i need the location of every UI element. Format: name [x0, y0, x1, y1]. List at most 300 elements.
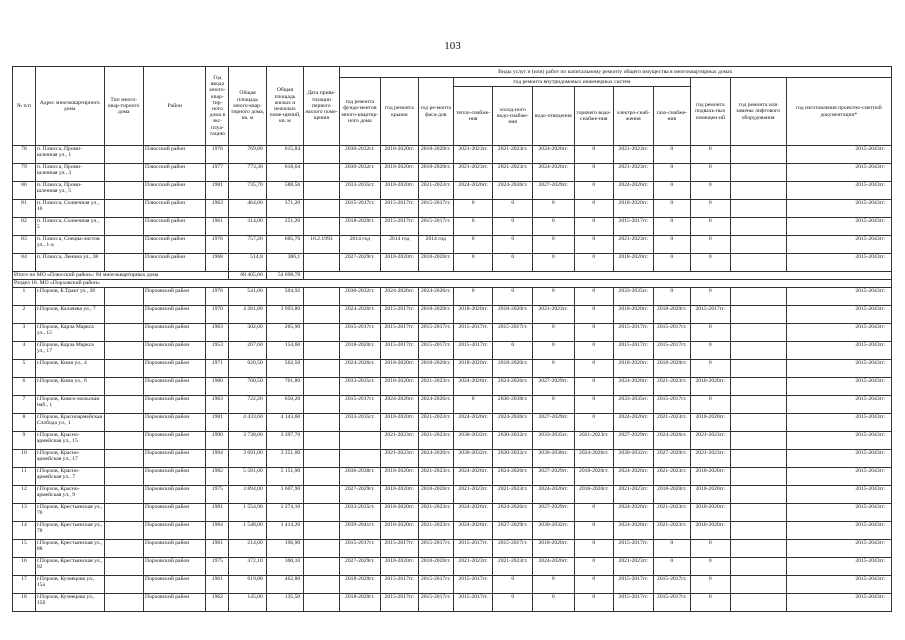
cell-electric: 2015-2017гг.: [614, 540, 654, 558]
cell-living-area: 4 143,60: [266, 414, 303, 432]
cell-num: 6: [13, 378, 36, 396]
cell-privatization: [304, 540, 339, 558]
cell-privatization: [304, 468, 339, 486]
header-sewer: водо-отведения: [532, 87, 574, 146]
cell-docs: 2015-2043гг.: [786, 540, 891, 558]
cell-num: 81: [13, 200, 36, 218]
cell-heating: 2015-2017гг.: [453, 540, 493, 558]
cell-roof: 2018-2020гг.: [381, 146, 418, 164]
cell-docs: 2015-2043гг.: [786, 378, 891, 396]
table-row: [13, 182, 892, 200]
cell-gas: 2015-2017гг.: [653, 594, 690, 612]
header-total-area: Общая площадь много-квар-тирного дома, кв. м: [229, 67, 266, 146]
cell-gas: 0: [653, 164, 690, 182]
cell-facade: 2021-2023гг.: [418, 414, 453, 432]
cell-address: г.Порхов, Кузнецова ул., 15а: [35, 576, 104, 594]
cell-year: 1962: [206, 594, 229, 612]
cell-roof: 2015-2017гг.: [381, 342, 418, 360]
cell-district: Порховский район: [144, 486, 206, 504]
cell-district: Порховский район: [144, 324, 206, 342]
cell-electric: 2018-2020гг.: [614, 306, 654, 324]
cell-electric: 2015-2017гг.: [614, 594, 654, 612]
table-row: [13, 146, 892, 164]
cell-hot-water: 0: [574, 324, 614, 342]
header-basement: год ремонта подваль-ных помещен-ий: [691, 78, 731, 146]
cell-basement: 0: [691, 558, 731, 576]
cell-type: [104, 218, 144, 236]
cell-district: Порховский район: [144, 396, 206, 414]
cell-cold-water: 2024-2026гг.: [493, 378, 533, 396]
cell-living-area: 135,50: [266, 594, 303, 612]
header-year: Год ввода много-квар-тир-ного дома в экс-плуа-тацию: [206, 67, 229, 146]
cell-cold-water: 2021-2023гг.: [493, 558, 533, 576]
cell-hot-water: 0: [574, 360, 614, 378]
cell-district: Плюсский район: [144, 182, 206, 200]
cell-basement: 0: [691, 540, 731, 558]
cell-cold-water: 2015-2017гг.: [493, 324, 533, 342]
cell-living-area: 650,20: [266, 396, 303, 414]
cell-hot-water: 0: [574, 378, 614, 396]
cell-basement: 0: [691, 576, 731, 594]
cell-year: 1975: [206, 558, 229, 576]
summary-living-area: 54 698,78: [266, 272, 303, 280]
cell-cold-water: 2015-2017гг.: [493, 540, 533, 558]
cell-year: 1963: [206, 324, 229, 342]
cell-privatization: [304, 342, 339, 360]
cell-district: Порховский район: [144, 594, 206, 612]
cell-cold-water: 2021-2023гг.: [493, 146, 533, 164]
cell-type: [104, 540, 144, 558]
table-row: [13, 450, 892, 468]
cell-electric: 2030-2032гг.: [614, 450, 654, 468]
cell-heating: 2021-2023гг.: [453, 558, 493, 576]
cell-living-area: 618,64: [266, 164, 303, 182]
cell-docs: 2015-2043гг.: [786, 182, 891, 200]
cell-type: [104, 324, 144, 342]
cell-basement: 2018-2020гг.: [691, 378, 731, 396]
table-row: [13, 468, 892, 486]
cell-docs: 2015-2043гг.: [786, 468, 891, 486]
cell-address: г.Порхов, Б.Тракт ул., 28: [35, 288, 104, 306]
cell-privatization: [304, 522, 339, 540]
cell-foundation: 2014 год: [339, 236, 381, 254]
cell-district: Плюсский район: [144, 254, 206, 272]
cell-privatization: [304, 306, 339, 324]
cell-living-area: 562,50: [266, 360, 303, 378]
cell-total-area: 1 548,00: [229, 522, 266, 540]
cell-type: [104, 450, 144, 468]
cell-cold-water: 0: [493, 236, 533, 254]
cell-hot-water: 0: [574, 504, 614, 522]
cell-type: [104, 558, 144, 576]
cell-cold-water: 2027-2029гг.: [493, 522, 533, 540]
cell-gas: 0: [653, 558, 690, 576]
cell-roof: 2018-2020гг.: [381, 254, 418, 272]
cell-facade: 2021-2023гг.: [418, 378, 453, 396]
cell-sewer: 0: [532, 236, 574, 254]
cell-type: [104, 486, 144, 504]
cell-foundation: 2033-2035гг.: [339, 182, 381, 200]
cell-privatization: [304, 576, 339, 594]
cell-privatization: [304, 288, 339, 306]
cell-hot-water: 0: [574, 182, 614, 200]
cell-basement: 0: [691, 146, 731, 164]
cell-privatization: [304, 414, 339, 432]
cell-foundation: 2015-2017гг.: [339, 540, 381, 558]
cell-total-area: 5 581,00: [229, 468, 266, 486]
cell-cold-water: 2030-2032гг.: [493, 450, 533, 468]
cell-district: Порховский район: [144, 450, 206, 468]
cell-type: [104, 146, 144, 164]
cell-heating: 2024-2026гг.: [453, 182, 493, 200]
table-row: [13, 236, 892, 254]
cell-num: 18: [13, 594, 36, 612]
cell-num: 5: [13, 360, 36, 378]
cell-sewer: 0: [532, 324, 574, 342]
cell-year: 1975: [206, 486, 229, 504]
cell-gas: 0: [653, 182, 690, 200]
cell-basement: 2021-2023гг.: [691, 432, 731, 450]
cell-elevator: [730, 450, 786, 468]
cell-sewer: 2024-2026гг.: [532, 164, 574, 182]
cell-docs: 2015-2043гг.: [786, 288, 891, 306]
cell-sewer: 2036-2038гг.: [532, 450, 574, 468]
cell-living-area: 605,76: [266, 236, 303, 254]
cell-district: Плюсский район: [144, 218, 206, 236]
cell-total-area: 757,20: [229, 236, 266, 254]
cell-basement: 0: [691, 324, 731, 342]
cell-hot-water: 0: [574, 540, 614, 558]
cell-type: [104, 306, 144, 324]
cell-roof: 2015-2017гг.: [381, 540, 418, 558]
cell-elevator: [730, 342, 786, 360]
table-row: [13, 540, 892, 558]
cell-hot-water: 0: [574, 236, 614, 254]
cell-heating: 2015-2017гг.: [453, 594, 493, 612]
cell-roof: 2018-2020гг.: [381, 414, 418, 432]
cell-elevator: [730, 486, 786, 504]
cell-type: [104, 468, 144, 486]
cell-gas: 2015-2017гг.: [653, 324, 690, 342]
cell-foundation: [339, 432, 381, 450]
cell-total-area: 619,80: [229, 576, 266, 594]
cell-total-area: 735,70: [229, 182, 266, 200]
cell-basement: 2015-2017гг.: [691, 306, 731, 324]
cell-living-area: 3 607,90: [266, 486, 303, 504]
cell-sewer: 2027-2029гг.: [532, 182, 574, 200]
cell-cold-water: 0: [493, 594, 533, 612]
cell-docs: 2015-2043гг.: [786, 342, 891, 360]
table-row: [13, 342, 892, 360]
cell-total-area: 4 433,60: [229, 414, 266, 432]
cell-elevator: [730, 414, 786, 432]
cell-privatization: [304, 254, 339, 272]
cell-num: 78: [13, 146, 36, 164]
cell-year: 1982: [206, 468, 229, 486]
cell-basement: 2018-2020гг.: [691, 414, 731, 432]
cell-total-area: 3 894,00: [229, 486, 266, 504]
cell-address: г.Порхов, Крестьянская ул., 88: [35, 540, 104, 558]
header-hot-water: горячего водо-снабже-ния: [574, 87, 614, 146]
cell-privatization: [304, 486, 339, 504]
cell-roof: 2018-2020гг.: [381, 504, 418, 522]
cell-privatization: [304, 504, 339, 522]
cell-sewer: 0: [532, 218, 574, 236]
cell-basement: 0: [691, 164, 731, 182]
cell-roof: 2018-2020гг.: [381, 558, 418, 576]
table-row: [13, 396, 892, 414]
cell-num: 9: [13, 432, 36, 450]
cell-address: п. Плюсса, Солнечная ул., 5: [35, 218, 104, 236]
cell-sewer: 0: [532, 254, 574, 272]
repair-schedule-table-wrap: [12, 66, 892, 612]
cell-type: [104, 254, 144, 272]
cell-facade: 2024-2026гг.: [418, 396, 453, 414]
cell-sewer: 0: [532, 360, 574, 378]
cell-living-area: 371,20: [266, 200, 303, 218]
cell-num: 80: [13, 182, 36, 200]
cell-foundation: 2024-2026гг.: [339, 360, 381, 378]
cell-num: 7: [13, 396, 36, 414]
cell-district: Порховский район: [144, 414, 206, 432]
cell-heating: 2024-2026гг.: [453, 504, 493, 522]
cell-cold-water: 0: [493, 200, 533, 218]
cell-district: Порховский район: [144, 504, 206, 522]
cell-address: п. Плюсса, Солнечная ул., 16: [35, 200, 104, 218]
cell-docs: 2015-2043гг.: [786, 414, 891, 432]
cell-address: г.Порхов, Карла Маркса ул., 17: [35, 342, 104, 360]
header-cold-water: холод-ного водо-снабже-ния: [493, 87, 533, 146]
cell-num: 13: [13, 504, 36, 522]
cell-basement: 0: [691, 236, 731, 254]
cell-cold-water: 2030-2032гг.: [493, 432, 533, 450]
cell-docs: 2015-2043гг.: [786, 522, 891, 540]
cell-cold-water: 2018-2020гг.: [493, 360, 533, 378]
header-gas: газо-снабже-ния: [653, 87, 690, 146]
table-row: [13, 254, 892, 272]
cell-heating: 0: [453, 200, 493, 218]
cell-elevator: [730, 522, 786, 540]
table-body-plyussa: [13, 146, 892, 272]
cell-sewer: 0: [532, 576, 574, 594]
cell-elevator: [730, 182, 786, 200]
cell-foundation: 2030-2032гг.: [339, 146, 381, 164]
table-row: [13, 306, 892, 324]
cell-privatization: [304, 200, 339, 218]
cell-foundation: 2015-2017гг.: [339, 200, 381, 218]
table-body-porkhov: [13, 288, 892, 612]
cell-roof: 2024-2026гг.: [381, 396, 418, 414]
cell-hot-water: 0: [574, 522, 614, 540]
cell-hot-water: 0: [574, 396, 614, 414]
cell-electric: 2033-2035гг.: [614, 396, 654, 414]
cell-district: Порховский район: [144, 306, 206, 324]
cell-hot-water: 0: [574, 306, 614, 324]
cell-hot-water: 0: [574, 594, 614, 612]
cell-cold-water: 2021-2023гг.: [493, 486, 533, 504]
cell-facade: 2018-2020гг.: [418, 146, 453, 164]
cell-roof: 2018-2020гг.: [381, 468, 418, 486]
cell-heating: 2024-2026гг.: [453, 378, 493, 396]
cell-num: 12: [13, 486, 36, 504]
cell-hot-water: 0: [574, 558, 614, 576]
cell-docs: 2015-2043гг.: [786, 432, 891, 450]
cell-cold-water: 0: [493, 576, 533, 594]
cell-living-area: 5 151,90: [266, 468, 303, 486]
cell-docs: 2015-2043гг.: [786, 486, 891, 504]
cell-type: [104, 288, 144, 306]
cell-privatization: [304, 182, 339, 200]
cell-living-area: 386,1: [266, 254, 303, 272]
cell-type: [104, 182, 144, 200]
cell-cold-water: 2036-2038гг.: [493, 396, 533, 414]
header-privatization: Дата прива-тизации первого жилого поме-щения: [304, 67, 339, 146]
cell-total-area: 514,8: [229, 254, 266, 272]
cell-basement: 0: [691, 360, 731, 378]
cell-num: 79: [13, 164, 36, 182]
cell-gas: 2021-2023гг.: [653, 522, 690, 540]
cell-electric: 2024-2026гг.: [614, 468, 654, 486]
cell-cold-water: 2024-2026гг.: [493, 414, 533, 432]
cell-gas: 0: [653, 200, 690, 218]
cell-elevator: [730, 594, 786, 612]
cell-foundation: 2027-2029гг.: [339, 558, 381, 576]
cell-facade: 2021-2023гг.: [418, 432, 453, 450]
cell-elevator: [730, 576, 786, 594]
cell-facade: 2015-2017гг.: [418, 540, 453, 558]
cell-roof: 2015-2017гг.: [381, 576, 418, 594]
cell-num: 84: [13, 254, 36, 272]
cell-year: 1994: [206, 450, 229, 468]
cell-basement: 2018-2020гг.: [691, 504, 731, 522]
cell-docs: 2015-2043гг.: [786, 450, 891, 468]
cell-gas: 0: [653, 288, 690, 306]
cell-year: 1990: [206, 432, 229, 450]
cell-num: 10: [13, 450, 36, 468]
cell-facade: 2024-2026гг.: [418, 450, 453, 468]
header-district: Район: [144, 67, 206, 146]
cell-facade: 2015-2017гг.: [418, 576, 453, 594]
cell-basement: 0: [691, 182, 731, 200]
cell-address: г.Порхов, Красно-армейская ул., 17: [35, 450, 104, 468]
cell-facade: 2024-2026гг.: [418, 288, 453, 306]
cell-foundation: 2030-2032гг.: [339, 288, 381, 306]
cell-year: 1984: [206, 522, 229, 540]
cell-docs: 2015-2043гг.: [786, 236, 891, 254]
cell-hot-water: 0: [574, 342, 614, 360]
cell-hot-water: 0: [574, 414, 614, 432]
cell-heating: 2024-2026гг.: [453, 468, 493, 486]
table-row: [13, 558, 892, 576]
cell-num: 16: [13, 558, 36, 576]
cell-type: [104, 594, 144, 612]
cell-year: 1976: [206, 146, 229, 164]
cell-num: 2: [13, 306, 36, 324]
cell-basement: 2018-2020гг.: [691, 486, 731, 504]
cell-num: 14: [13, 522, 36, 540]
cell-privatization: [304, 360, 339, 378]
cell-num: 4: [13, 342, 36, 360]
cell-facade: 2015-2017гг.: [418, 324, 453, 342]
cell-foundation: 2039-2041гг.: [339, 522, 381, 540]
cell-living-area: 588,56: [266, 182, 303, 200]
cell-total-area: 314,00: [229, 218, 266, 236]
cell-heating: 2015-2017гг.: [453, 576, 493, 594]
cell-num: 8: [13, 414, 36, 432]
cell-privatization: [304, 432, 339, 450]
cell-total-area: 1 554,90: [229, 504, 266, 522]
cell-docs: 2015-2043гг.: [786, 360, 891, 378]
cell-sewer: 0: [532, 200, 574, 218]
cell-privatization: [304, 396, 339, 414]
cell-docs: 2015-2043гг.: [786, 146, 891, 164]
cell-heating: 2021-2023гг.: [453, 146, 493, 164]
cell-district: Порховский район: [144, 576, 206, 594]
cell-electric: 2021-2023гг.: [614, 486, 654, 504]
cell-address: г.Порхов, Красноармейская Слобода ул., 1: [35, 414, 104, 432]
cell-heating: 0: [453, 396, 493, 414]
cell-living-area: 154,60: [266, 342, 303, 360]
summary-row: [13, 272, 892, 280]
cell-gas: 2021-2023гг.: [653, 378, 690, 396]
cell-docs: 2015-2043гг.: [786, 558, 891, 576]
cell-num: 11: [13, 468, 36, 486]
cell-hot-water: 2021-2023гг.: [574, 432, 614, 450]
cell-facade: 2018-2020гг.: [418, 164, 453, 182]
cell-sewer: 2024-2026гг.: [532, 146, 574, 164]
cell-facade: 2021-2023гг.: [418, 468, 453, 486]
cell-type: [104, 432, 144, 450]
cell-year: 1971: [206, 360, 229, 378]
cell-address: г.Порхов, Калачева ул., 7: [35, 306, 104, 324]
cell-year: 1961: [206, 576, 229, 594]
cell-living-area: 251,20: [266, 218, 303, 236]
cell-living-area: 3 351,00: [266, 450, 303, 468]
cell-year: 1981: [206, 504, 229, 522]
cell-cold-water: 0: [493, 254, 533, 272]
cell-electric: 2015-2017гг.: [614, 324, 654, 342]
cell-num: 82: [13, 218, 36, 236]
cell-gas: 2018-2020гг.: [653, 306, 690, 324]
cell-hot-water: 0: [574, 288, 614, 306]
cell-facade: 2015-2017гг.: [418, 594, 453, 612]
cell-docs: 2015-2043гг.: [786, 576, 891, 594]
cell-sewer: 2027-2029гг.: [532, 414, 574, 432]
cell-district: Порховский район: [144, 378, 206, 396]
cell-address: г.Порхов, Кима ул., 6: [35, 378, 104, 396]
cell-facade: 2014 год: [418, 236, 453, 254]
cell-hot-water: 0: [574, 254, 614, 272]
cell-heating: 2021-2023гг.: [453, 486, 493, 504]
cell-foundation: 2018-2020гг.: [339, 218, 381, 236]
cell-district: Плюсский район: [144, 164, 206, 182]
cell-electric: 2015-2017гг.: [614, 576, 654, 594]
cell-total-area: 620,50: [229, 360, 266, 378]
header-heating: тепло-снабже-ния: [453, 87, 493, 146]
cell-electric: 2033-2035гг.: [614, 288, 654, 306]
cell-electric: 2024-2026гг.: [614, 414, 654, 432]
cell-docs: 2015-2043гг.: [786, 164, 891, 182]
cell-roof: 2024-2026гг.: [381, 288, 418, 306]
cell-type: [104, 576, 144, 594]
cell-gas: 2018-2020гг.: [653, 360, 690, 378]
cell-sewer: 2018-2020гг.: [532, 540, 574, 558]
cell-year: 1961: [206, 540, 229, 558]
cell-elevator: [730, 236, 786, 254]
cell-foundation: 2033-2035гг.: [339, 504, 381, 522]
header-services-title: Виды услуг и (или) работ по капитальному ремонту общего имущества в многоквартирных домах: [339, 67, 891, 78]
cell-year: 1976: [206, 236, 229, 254]
